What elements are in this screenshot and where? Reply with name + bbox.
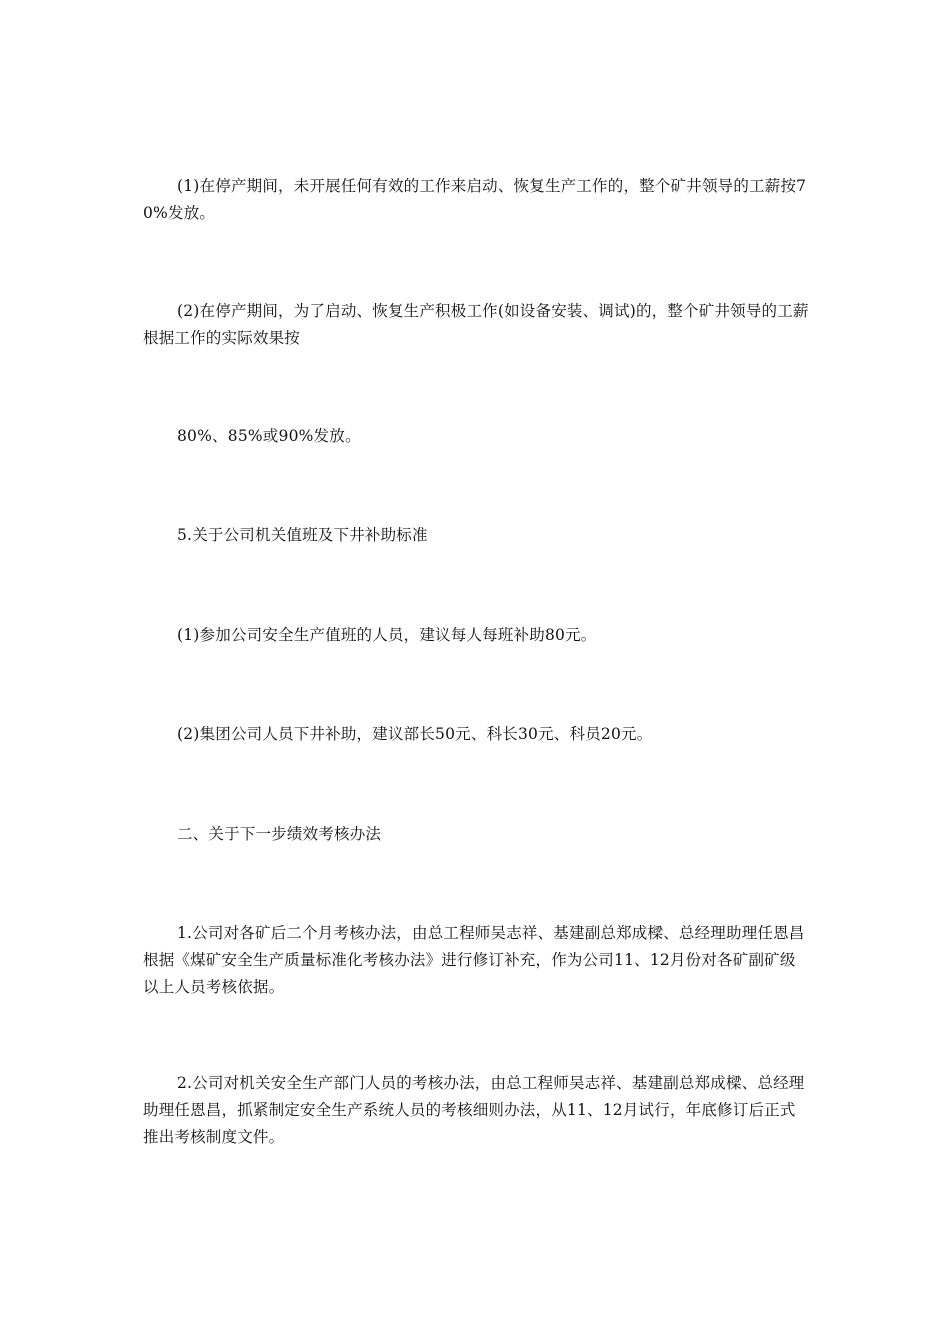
paragraph-duty-subsidy: (1)参加公司安全生产值班的人员，建议每人每班补助80元。 xyxy=(177,626,597,644)
section-heading-performance-assessment: 二、关于下一步绩效考核办法 xyxy=(177,825,382,843)
paragraph-underground-subsidy: (2)集团公司人员下井补助，建议部长50元、科长30元、科员20元。 xyxy=(177,725,653,743)
paragraph-wage-70-percent: (1)在停产期间，未开展任何有效的工作来启动、恢复生产工作的，整个矿井领导的工薪按70%发放。 xyxy=(143,177,807,222)
paragraph-office-assessment: 2.公司对机关安全生产部门人员的考核办法，由总工程师吴志祥、基建副总郑成樑、总经理助理任恩昌，抓紧制定安全生产系统人员的考核细则办法，从11、12月试行，年底修订后正式推出考核制度文件。 xyxy=(143,1074,805,1146)
section-heading-duty-subsidy: 5.关于公司机关值班及下井补助标准 xyxy=(177,526,428,544)
paragraph-wage-by-effect: (2)在停产期间，为了启动、恢复生产积极工作(如设备安装、调试)的，整个矿井领导的工薪根据工作的实际效果按 xyxy=(143,302,809,347)
paragraph-wage-percentages: 80%、85%或90%发放。 xyxy=(177,427,361,445)
paragraph-mine-assessment: 1.公司对各矿后二个月考核办法，由总工程师吴志祥、基建副总郑成樑、总经理助理任恩昌根据《煤矿安全生产质量标准化考核办法》进行修订补充，作为公司11、12月份对各矿副矿级以上人员考核依据。 xyxy=(143,924,805,996)
